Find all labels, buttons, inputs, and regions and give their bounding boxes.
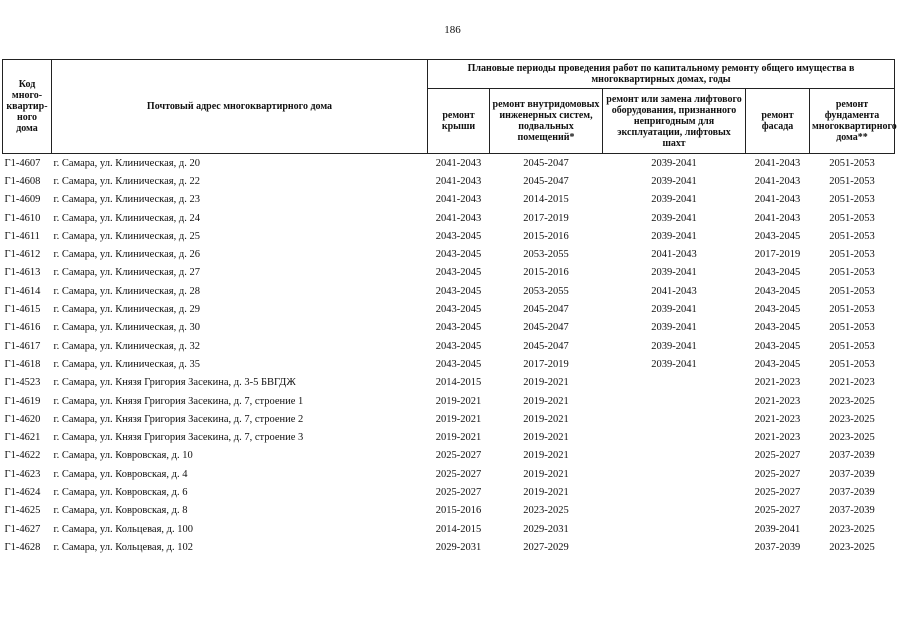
cell-elevator: 2039-2041 [651, 175, 697, 187]
table-row [3, 355, 895, 373]
cell-facade: 2025-2027 [754, 450, 801, 462]
cell-facade: 2025-2027 [754, 505, 801, 517]
cell-elevator [603, 447, 746, 465]
cell-code: Г1-4623 [4, 468, 41, 480]
cell-roof: 2043-2045 [435, 249, 482, 261]
table-row [3, 172, 895, 190]
cell-elevator [603, 520, 746, 538]
cell-address: г. Самара, ул. Клиническая, д. 25 [53, 230, 200, 242]
capital-repair-table [2, 59, 895, 557]
table-row [3, 447, 895, 465]
cell-engineering: 2017-2019 [523, 358, 569, 370]
cell-elevator [603, 374, 746, 392]
cell-engineering: 2053-2055 [523, 285, 569, 297]
cell-facade: 2021-2023 [754, 377, 801, 389]
cell-address: г. Самара, ул. Князя Григория Засекина, д. 7, строение 2 [53, 413, 304, 425]
cell-address: г. Самара, ул. Клиническая, д. 22 [53, 175, 200, 187]
cell-roof: 2043-2045 [435, 267, 482, 279]
table-row [3, 245, 895, 263]
cell-roof: 2043-2045 [435, 322, 482, 334]
cell-code: Г1-4619 [4, 395, 41, 407]
cell-facade: 2043-2045 [754, 340, 801, 352]
cell-engineering: 2014-2015 [523, 194, 569, 206]
cell-engineering: 2045-2047 [523, 304, 569, 316]
cell-code: Г1-4617 [4, 340, 41, 352]
table-row [3, 428, 895, 446]
cell-engineering: 2027-2029 [523, 541, 569, 553]
table-row [3, 337, 895, 355]
cell-roof: 2019-2021 [435, 432, 482, 444]
cell-roof: 2025-2027 [435, 486, 482, 498]
cell-engineering: 2019-2021 [523, 377, 569, 389]
table-row [3, 319, 895, 337]
cell-address: г. Самара, ул. Кольцевая, д. 100 [53, 523, 194, 535]
cell-foundation: 2051-2053 [829, 304, 875, 316]
cell-address: г. Самара, ул. Клиническая, д. 28 [53, 285, 200, 297]
cell-roof: 2043-2045 [435, 230, 482, 242]
cell-elevator: 2039-2041 [651, 212, 697, 224]
cell-elevator: 2039-2041 [651, 230, 697, 242]
cell-engineering: 2019-2021 [523, 450, 569, 462]
cell-elevator [603, 502, 746, 520]
cell-engineering: 2015-2016 [523, 230, 569, 242]
cell-elevator [603, 483, 746, 501]
cell-foundation: 2023-2025 [829, 413, 875, 425]
cell-foundation: 2051-2053 [829, 267, 875, 279]
cell-facade: 2021-2023 [754, 432, 801, 444]
cell-roof: 2041-2043 [435, 212, 482, 224]
cell-facade: 2043-2045 [754, 267, 801, 279]
table-row [3, 282, 895, 300]
cell-address: г. Самара, ул. Ковровская, д. 10 [53, 450, 193, 462]
cell-engineering: 2045-2047 [523, 175, 569, 187]
cell-engineering: 2019-2021 [523, 395, 569, 407]
cell-facade: 2021-2023 [754, 395, 801, 407]
table-row [3, 209, 895, 227]
cell-address: г. Самара, ул. Клиническая, д. 27 [53, 267, 200, 279]
cell-engineering: 2053-2055 [523, 249, 569, 261]
cell-code: Г1-4607 [4, 157, 41, 169]
cell-code: Г1-4614 [4, 285, 41, 297]
table-row [3, 374, 895, 392]
cell-code: Г1-4624 [4, 486, 41, 498]
cell-foundation: 2051-2053 [829, 249, 875, 261]
header-periods-group: Плановые периоды проведения работ по капитальному ремонту общего имущества в многоквартирных домах, годы [428, 60, 895, 89]
cell-code: Г1-4613 [4, 267, 41, 279]
cell-foundation: 2023-2025 [829, 432, 875, 444]
cell-roof: 2014-2015 [435, 377, 482, 389]
cell-engineering: 2045-2047 [523, 157, 569, 169]
table-row [3, 483, 895, 501]
cell-foundation: 2051-2053 [829, 322, 875, 334]
cell-elevator: 2039-2041 [651, 267, 697, 279]
cell-engineering: 2019-2021 [523, 413, 569, 425]
cell-address: г. Самара, ул. Князя Григория Засекина, д. 7, строение 3 [53, 432, 304, 444]
cell-address: г. Самара, ул. Ковровская, д. 4 [53, 468, 188, 480]
cell-roof: 2041-2043 [435, 194, 482, 206]
cell-facade: 2037-2039 [754, 541, 801, 553]
cell-engineering: 2023-2025 [523, 505, 569, 517]
cell-foundation: 2051-2053 [829, 230, 875, 242]
cell-address: г. Самара, ул. Ковровская, д. 6 [53, 486, 188, 498]
cell-facade: 2043-2045 [754, 285, 801, 297]
cell-elevator [603, 538, 746, 556]
cell-foundation: 2023-2025 [829, 395, 875, 407]
cell-engineering: 2019-2021 [523, 468, 569, 480]
table-row [3, 300, 895, 318]
cell-code: Г1-4610 [4, 212, 41, 224]
cell-engineering: 2019-2021 [523, 486, 569, 498]
cell-code: Г1-4615 [4, 304, 41, 316]
cell-roof: 2043-2045 [435, 358, 482, 370]
cell-facade: 2041-2043 [754, 194, 801, 206]
cell-foundation: 2021-2023 [829, 377, 875, 389]
cell-roof: 2019-2021 [435, 395, 482, 407]
cell-engineering: 2045-2047 [523, 322, 569, 334]
cell-address: г. Самара, ул. Клиническая, д. 32 [53, 340, 200, 352]
cell-foundation: 2051-2053 [829, 194, 875, 206]
table-row [3, 191, 895, 209]
cell-facade: 2043-2045 [754, 358, 801, 370]
table-row [3, 465, 895, 483]
cell-elevator: 2039-2041 [651, 157, 697, 169]
cell-facade: 2041-2043 [754, 212, 801, 224]
cell-engineering: 2017-2019 [523, 212, 569, 224]
cell-facade: 2041-2043 [754, 157, 801, 169]
cell-address: г. Самара, ул. Клиническая, д. 23 [53, 194, 200, 206]
cell-address: г. Самара, ул. Клиническая, д. 35 [53, 358, 200, 370]
cell-elevator: 2039-2041 [651, 194, 697, 206]
cell-code: Г1-4611 [4, 230, 40, 242]
page-number: 186 [444, 24, 461, 36]
cell-address: г. Самара, ул. Клиническая, д. 20 [53, 157, 200, 169]
header-facade: ремонт фасада [746, 89, 810, 154]
cell-foundation: 2037-2039 [829, 486, 875, 498]
cell-facade: 2025-2027 [754, 468, 801, 480]
table-row [3, 227, 895, 245]
cell-roof: 2015-2016 [435, 505, 482, 517]
table-row [3, 502, 895, 520]
cell-facade: 2017-2019 [754, 249, 801, 261]
cell-facade: 2043-2045 [754, 322, 801, 334]
cell-foundation: 2051-2053 [829, 340, 875, 352]
header-address: Почтовый адрес многоквартирного дома [52, 60, 428, 154]
cell-foundation: 2037-2039 [829, 468, 875, 480]
cell-code: Г1-4627 [4, 523, 41, 535]
cell-foundation: 2037-2039 [829, 450, 875, 462]
cell-address: г. Самара, ул. Кольцевая, д. 102 [53, 541, 194, 553]
cell-code: Г1-4625 [4, 505, 41, 517]
cell-roof: 2043-2045 [435, 285, 482, 297]
cell-foundation: 2051-2053 [829, 358, 875, 370]
cell-foundation: 2051-2053 [829, 212, 875, 224]
cell-roof: 2029-2031 [435, 541, 482, 553]
cell-facade: 2025-2027 [754, 486, 801, 498]
table-row [3, 520, 895, 538]
cell-code: Г1-4523 [4, 377, 41, 389]
cell-code: Г1-4621 [4, 432, 41, 444]
cell-address: г. Самара, ул. Князя Григория Засекина, д. 3-5 БВГДЖ [53, 377, 296, 389]
cell-elevator: 2039-2041 [651, 340, 697, 352]
cell-facade: 2043-2045 [754, 230, 801, 242]
cell-foundation: 2037-2039 [829, 505, 875, 517]
cell-facade: 2043-2045 [754, 304, 801, 316]
cell-roof: 2041-2043 [435, 157, 482, 169]
table-row [3, 410, 895, 428]
cell-roof: 2043-2045 [435, 304, 482, 316]
cell-address: г. Самара, ул. Клиническая, д. 26 [53, 249, 200, 261]
cell-address: г. Самара, ул. Князя Григория Засекина, д. 7, строение 1 [53, 395, 304, 407]
cell-code: Г1-4612 [4, 249, 41, 261]
cell-elevator [603, 428, 746, 446]
header-foundation: ремонт фундамента многоквартирного дома** [810, 89, 895, 154]
cell-foundation: 2023-2025 [829, 523, 875, 535]
cell-address: г. Самара, ул. Клиническая, д. 30 [53, 322, 200, 334]
header-roof: ремонт крыши [428, 89, 490, 154]
cell-code: Г1-4616 [4, 322, 41, 334]
cell-address: г. Самара, ул. Ковровская, д. 8 [53, 505, 188, 517]
cell-elevator [603, 410, 746, 428]
cell-facade: 2039-2041 [754, 523, 801, 535]
cell-roof: 2014-2015 [435, 523, 482, 535]
cell-code: Г1-4628 [4, 541, 41, 553]
cell-elevator: 2039-2041 [651, 322, 697, 334]
table-row [3, 264, 895, 282]
cell-elevator: 2041-2043 [651, 249, 697, 261]
cell-engineering: 2045-2047 [523, 340, 569, 352]
cell-foundation: 2051-2053 [829, 157, 875, 169]
cell-address: г. Самара, ул. Клиническая, д. 24 [53, 212, 200, 224]
cell-code: Г1-4618 [4, 358, 41, 370]
table-header [3, 60, 895, 154]
cell-foundation: 2023-2025 [829, 541, 875, 553]
cell-code: Г1-4609 [4, 194, 41, 206]
cell-facade: 2041-2043 [754, 175, 801, 187]
header-engineering: ремонт внутридомовых инженерных систем, подвальных помещений* [490, 89, 603, 154]
cell-code: Г1-4620 [4, 413, 41, 425]
cell-facade: 2021-2023 [754, 413, 801, 425]
cell-engineering: 2029-2031 [523, 523, 569, 535]
cell-engineering: 2015-2016 [523, 267, 569, 279]
header-code: Код много-квартир-ного дома [3, 60, 52, 154]
cell-foundation: 2051-2053 [829, 175, 875, 187]
cell-roof: 2025-2027 [435, 450, 482, 462]
cell-elevator [603, 392, 746, 410]
cell-code: Г1-4622 [4, 450, 41, 462]
header-elevator: ремонт или замена лифтового оборудования, признанного непригодным для эксплуатации, лифтовых шахт [603, 89, 746, 154]
table-body [3, 154, 895, 557]
table-row [3, 538, 895, 556]
cell-roof: 2043-2045 [435, 340, 482, 352]
cell-foundation: 2051-2053 [829, 285, 875, 297]
cell-roof: 2041-2043 [435, 175, 482, 187]
cell-elevator [603, 465, 746, 483]
cell-elevator: 2041-2043 [651, 285, 697, 297]
cell-elevator: 2039-2041 [651, 358, 697, 370]
cell-engineering: 2019-2021 [523, 432, 569, 444]
table-row [3, 392, 895, 410]
cell-roof: 2025-2027 [435, 468, 482, 480]
cell-address: г. Самара, ул. Клиническая, д. 29 [53, 304, 200, 316]
cell-roof: 2019-2021 [435, 413, 482, 425]
cell-code: Г1-4608 [4, 175, 41, 187]
cell-elevator: 2039-2041 [651, 304, 697, 316]
table-row [3, 154, 895, 173]
